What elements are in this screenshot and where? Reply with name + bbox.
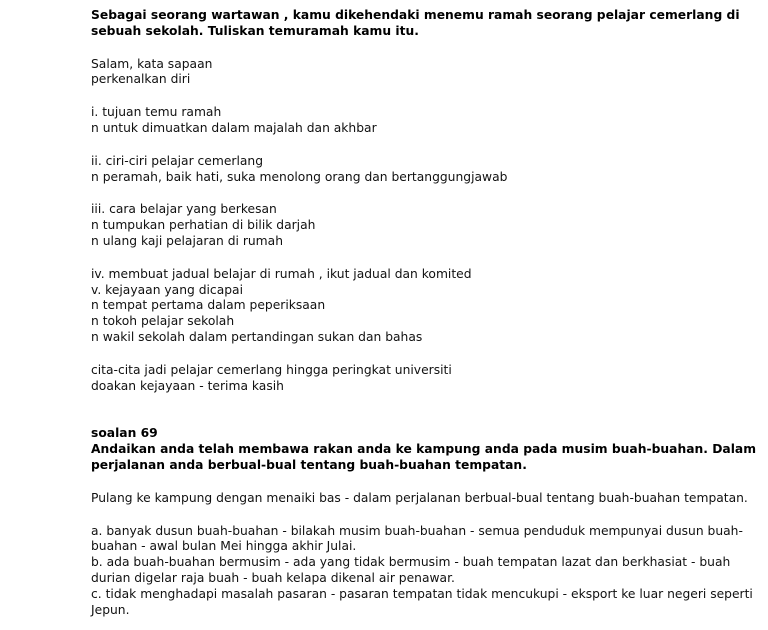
section-v-heading: v. kejayaan yang dicapai: [91, 282, 243, 297]
section-v-point-1: n tempat pertama dalam peperiksaan: [91, 298, 326, 313]
section-ii-heading: ii. ciri-ciri pelajar cemerlang: [91, 153, 264, 168]
question-69-heading: soalan 69: [91, 426, 158, 441]
section-i-heading: i. tujuan temu ramah: [91, 105, 222, 120]
section-v-point-3: n wakil sekolah dalam pertandingan sukan dan bahas: [91, 329, 423, 344]
section-iii-point-2: n ulang kaji pelajaran di rumah: [91, 233, 283, 248]
section-iv-v: [91, 267, 763, 346]
intro-line-introduce: perkenalkan diri: [91, 72, 191, 87]
point-b: b. ada buah-buahan bermusim - ada yang tidak bermusim - buah tempatan lazat dan berkhasiat - buah durian digelar raja buah - buah kelapa dikenal air penawar.: [91, 555, 731, 585]
question-68-instruction: Sebagai seorang wartawan , kamu dikehendaki menemu ramah seorang pelajar cemerlang di sebuah sekolah. Tuliskan temuramah kamu itu.: [91, 8, 740, 38]
question-69-points: [91, 524, 763, 619]
closing-line-thanks: doakan kejayaan - terima kasih: [91, 378, 284, 393]
question-69-intro: Pulang ke kampung dengan menaiki bas - dalam perjalanan berbual-bual tentang buah-buahan tempatan.: [91, 490, 748, 505]
intro-line-greeting: Salam, kata sapaan: [91, 56, 213, 71]
point-a: a. banyak dusun buah-buahan - bilakah musim buah-buahan - semua penduduk mempunyai dusun buah-buahan - awal bulan Mei hingga akhir Julai.: [91, 523, 743, 554]
section-ii-point: n peramah, baik hati, suka menolong orang dan bertanggungjawab: [91, 169, 508, 184]
closing-list: [91, 363, 763, 395]
question-69-instruction: Andaikan anda telah membawa rakan anda ke kampung anda pada musim buah-buahan. Dalam perjalanan anda berbual-bual tentang buah-buahan tempatan.: [91, 442, 757, 472]
section-iii-point-1: n tumpukan perhatian di bilik darjah: [91, 218, 316, 233]
section-v-point-2: n tokoh pelajar sekolah: [91, 314, 235, 329]
intro-list: [91, 57, 763, 89]
section-iii: [91, 202, 763, 249]
section-i: [91, 105, 763, 137]
section-ii: [91, 154, 763, 186]
section-iii-heading: iii. cara belajar yang berkesan: [91, 202, 277, 217]
document-page: [91, 8, 763, 618]
closing-line-ambition: cita-cita jadi pelajar cemerlang hingga peringkat universiti: [91, 362, 452, 377]
point-c: c. tidak menghadapi masalah pasaran - pasaran tempatan tidak mencukupi - eksport ke luar negeri seperti Jepun.: [91, 586, 753, 617]
section-iv-heading: iv. membuat jadual belajar di rumah , ikut jadual dan komited: [91, 266, 472, 281]
question-69: [91, 426, 763, 473]
section-i-point: n untuk dimuatkan dalam majalah dan akhbar: [91, 120, 377, 135]
